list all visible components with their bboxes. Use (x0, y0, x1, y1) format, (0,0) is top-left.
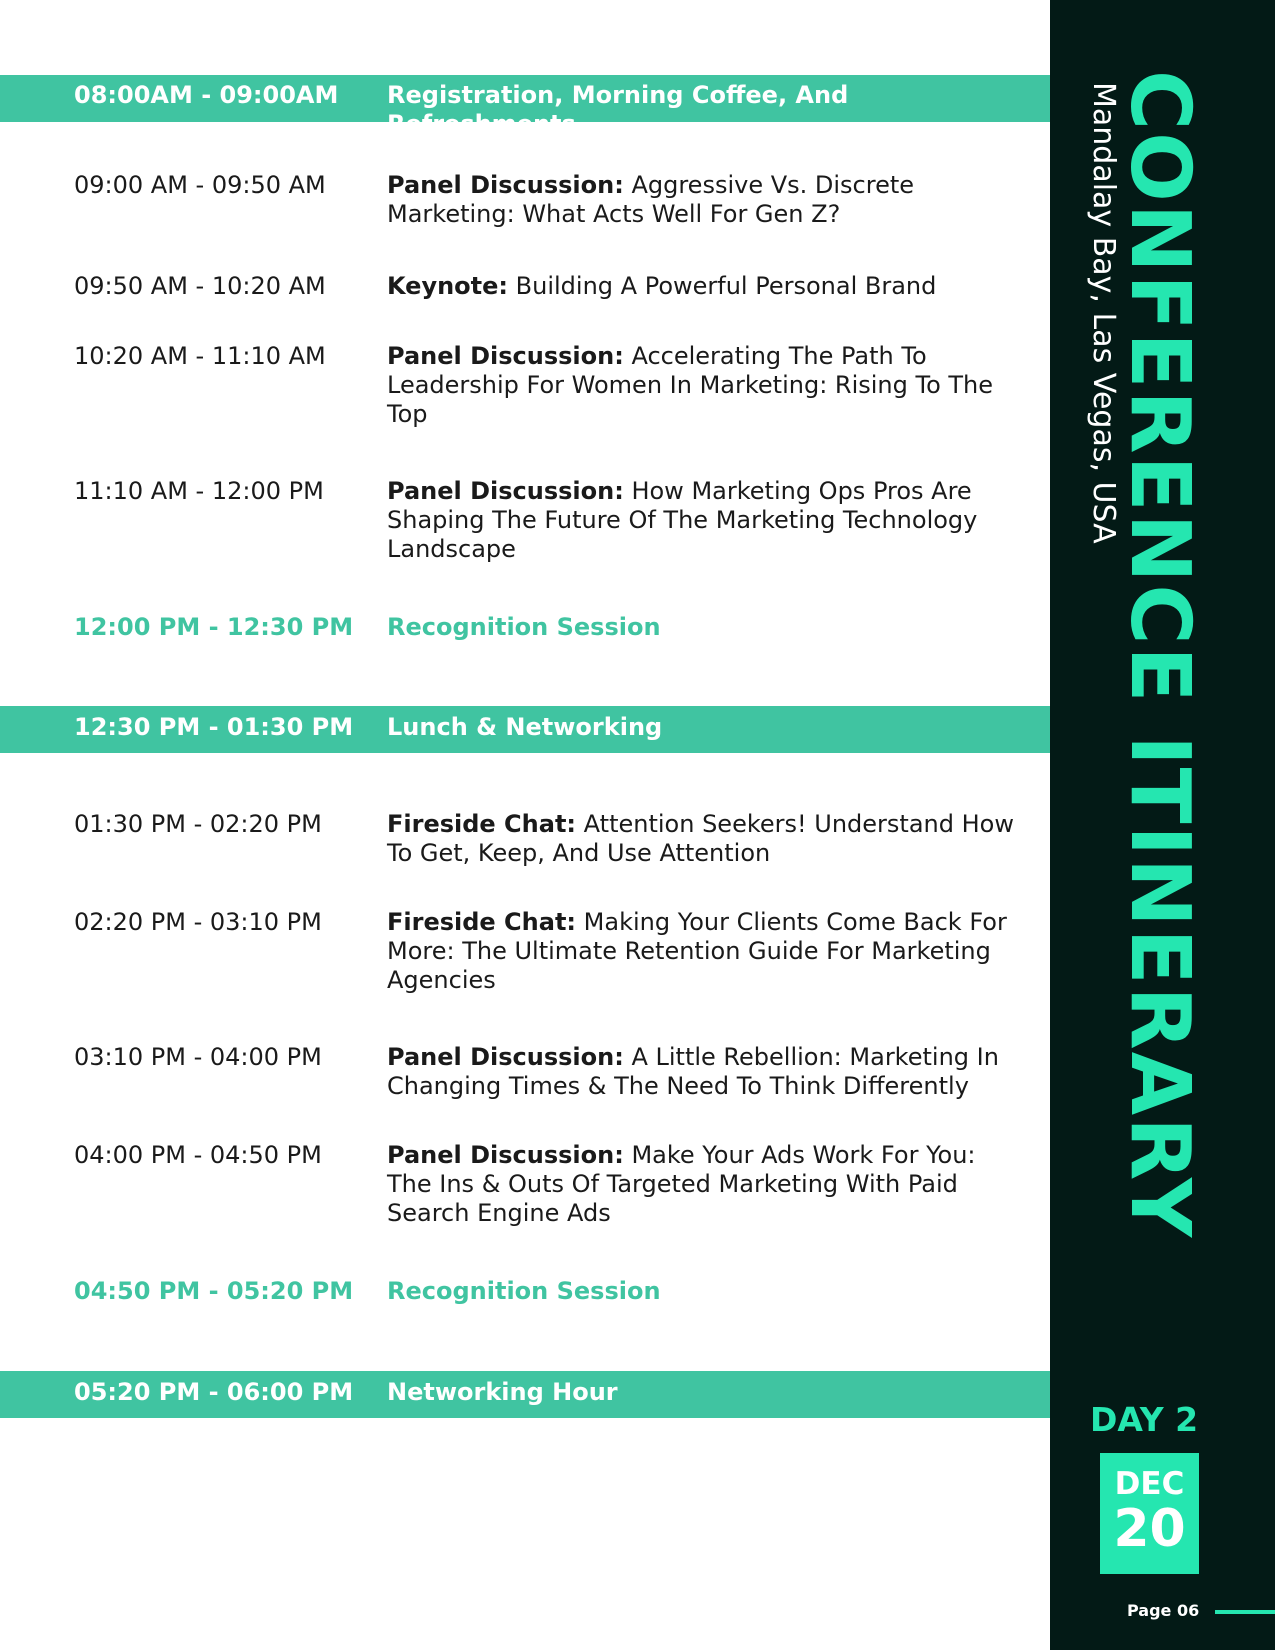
session-title: Recognition Session (387, 613, 661, 641)
session-title: Networking Hour (387, 1378, 618, 1406)
session-title: Attention Seekers! Understand How To Get, Keep, And Use Attention (387, 810, 1014, 867)
session-time: 12:30 PM - 01:30 PM (74, 713, 354, 741)
session-title: A Little Rebellion: Marketing In Changing Times & The Need To Think Differently (387, 1043, 999, 1100)
venue-label: Mandalay Bay, Las Vegas, USA (1086, 82, 1121, 544)
session-category: Keynote: (387, 272, 509, 300)
session-description (387, 342, 1017, 429)
session-title: Recognition Session (387, 1277, 661, 1305)
date-month: DEC (1114, 1466, 1185, 1502)
session-time: 04:50 PM - 05:20 PM (74, 1277, 354, 1305)
session-time: 05:20 PM - 06:00 PM (74, 1378, 354, 1406)
session-time: 09:50 AM - 10:20 AM (74, 272, 326, 300)
session-category: Panel Discussion: (387, 477, 624, 505)
session-title: Making Your Clients Come Back For More: The Ultimate Retention Guide For Marketing Agencies (387, 908, 1007, 994)
session-description (387, 810, 1017, 868)
session-time: 01:30 PM - 02:20 PM (74, 810, 322, 838)
session-category: Panel Discussion: (387, 1141, 624, 1169)
date-badge (1100, 1453, 1199, 1574)
day-label: DAY 2 (1090, 1400, 1199, 1439)
session-description (387, 477, 1017, 564)
session-description (387, 171, 1017, 229)
page-indicator-line (1215, 1610, 1275, 1614)
session-description (387, 272, 1017, 301)
session-category: Fireside Chat: (387, 810, 577, 838)
session-time: 04:00 PM - 04:50 PM (74, 1141, 322, 1169)
session-category: Fireside Chat: (387, 908, 577, 936)
session-time: 08:00AM - 09:00AM (74, 81, 339, 109)
session-title: Accelerating The Path To Leadership For Women In Marketing: Rising To The Top (387, 342, 994, 428)
session-time: 10:20 AM - 11:10 AM (74, 342, 326, 370)
date-day: 20 (1113, 1499, 1186, 1559)
session-time: 11:10 AM - 12:00 PM (74, 477, 324, 505)
session-category: Panel Discussion: (387, 342, 624, 370)
session-title: How Marketing Ops Pros Are Shaping The Future Of The Marketing Technology Landscape (387, 477, 978, 563)
session-description (387, 1043, 1017, 1101)
session-category: Panel Discussion: (387, 1043, 624, 1071)
session-category: Panel Discussion: (387, 171, 624, 199)
itinerary-title: CONFERENCE ITINERARY (1112, 70, 1207, 1240)
page-number: Page 06 (1127, 1601, 1200, 1620)
session-title: Aggressive Vs. Discrete Marketing: What Acts Well For Gen Z? (387, 171, 915, 228)
session-time: 09:00 AM - 09:50 AM (74, 171, 326, 199)
session-time: 03:10 PM - 04:00 PM (74, 1043, 322, 1071)
session-time: 02:20 PM - 03:10 PM (74, 908, 322, 936)
session-title: Building A Powerful Personal Brand (515, 272, 937, 300)
session-title: Make Your Ads Work For You: The Ins & Outs Of Targeted Marketing With Paid Search Engine Ads (387, 1141, 976, 1227)
session-title: Registration, Morning Coffee, And Refreshments (387, 81, 849, 138)
session-description (387, 908, 1017, 995)
session-title: Lunch & Networking (387, 713, 663, 741)
session-description (387, 1141, 1017, 1228)
sidebar-title-area (1050, 70, 1207, 1240)
session-time: 12:00 PM - 12:30 PM (74, 613, 354, 641)
